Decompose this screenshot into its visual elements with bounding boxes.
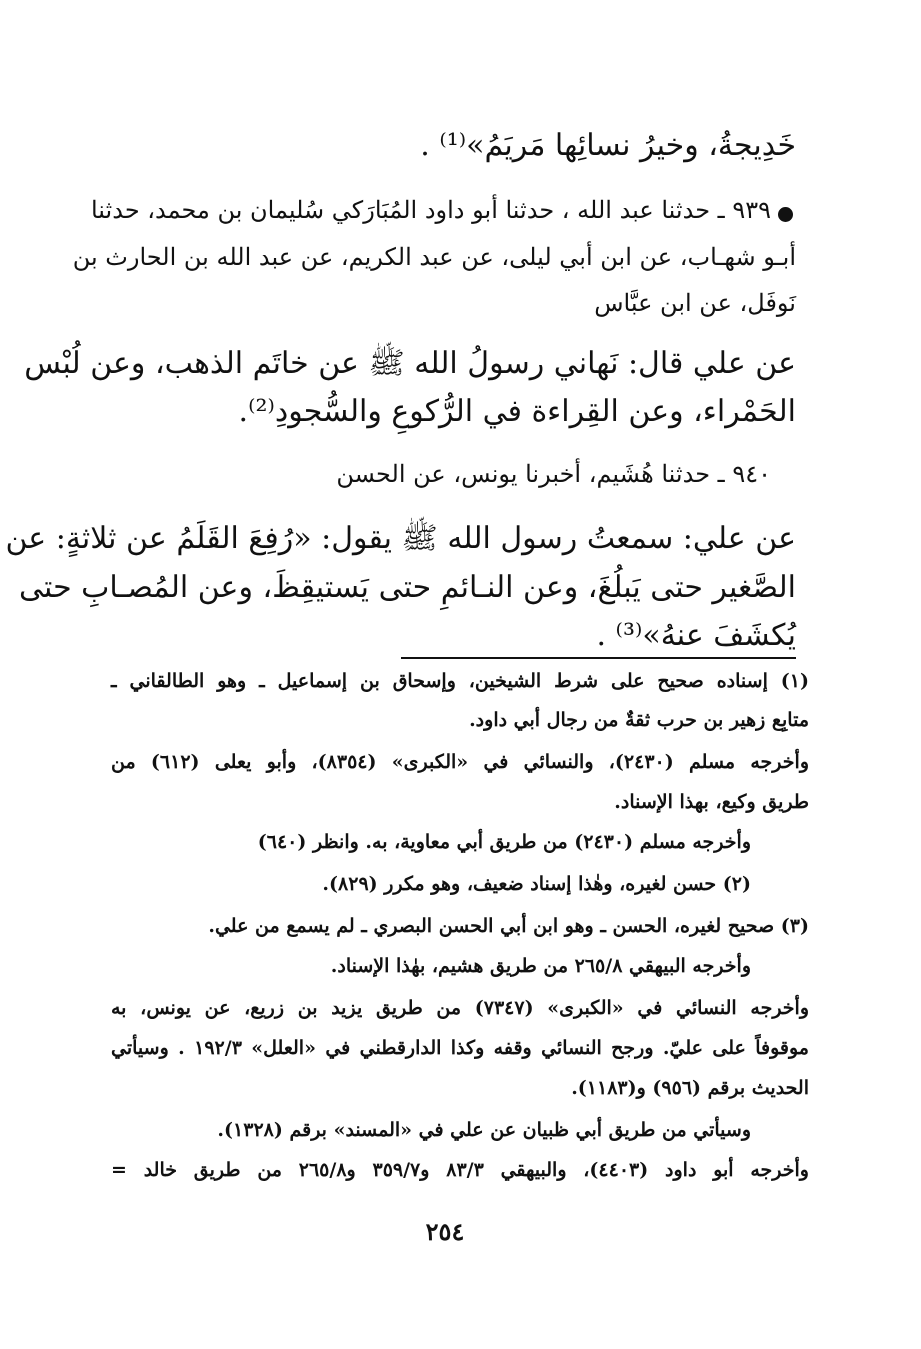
hadith-939-matn-1: عن علي قال: نَهاني رسولُ الله ﷺ عن خاتَم الذهب، وعن لُبْس [24,346,796,381]
hadith-939-line-3: نَوفَل، عن ابن عبَّاس [594,289,796,317]
hadith-940-matn-3: يُكشَفَ عنهُ»⁽³⁾ . [596,618,796,653]
footnote-2: (٢) حسن لغيره، وهٰذا إسناد ضعيف، وهو مكرر (٨٢٩). [322,873,751,895]
footnote-3-line-6: وسيأتي من طريق أبي ظبيان عن علي في «المسند» برقم (١٣٢٨). [217,1119,751,1141]
footnote-3-line-5: الحديث برقم (٩٥٦) و(١١٨٣). [571,1077,809,1099]
footnote-1-line-5: وأخرجه مسلم (٢٤٣٠) من طريق أبي معاوية، به. وانظر (٦٤٠) [257,831,751,853]
footnote-3-line-2: وأخرجه البيهقي ٢٦٥/٨ من طريق هشيم، بهٰذا الإسناد. [330,955,751,977]
footnote-3-line-4: موقوفاً على عليّ. ورجح النسائي وقفه وكذا الدارقطني في «العلل» ١٩٢/٣ . وسيأتي [111,1037,809,1059]
footnote-1-line-4: طريق وكيع، بهذا الإسناد. [614,791,809,813]
footnote-1-line-3: وأخرجه مسلم (٢٤٣٠)، والنسائي في «الكبرى» (٨٣٥٤)، وأبو يعلى (٦١٢) من [111,751,809,773]
footnote-3-line-7: وأخرجه أبو داود (٤٤٠٣)، والبيهقي ٨٣/٣ و٣٥٩/٧ و٢٦٥/٨ من طريق خالد = [111,1159,809,1181]
hadith-940-matn-1: عن علي: سمعتُ رسول الله ﷺ يقول: «رُفِعَ القَلَمُ عن ثلاثةٍ: عن [5,521,796,556]
hadith-939-matn-2: الحَمْراء، وعن القِراءة في الرُّكوعِ والسُّجودِ⁽²⁾. [238,394,796,429]
footnote-3-line-3: وأخرجه النسائي في «الكبرى» (٧٣٤٧) من طريق يزيد بن زريع، عن يونس، به [111,997,810,1019]
opening-line: خَدِيجةُ، وخيرُ نسائِها مَريَمُ»⁽¹⁾ . [420,128,796,163]
footnote-separator [401,657,796,659]
footnote-1-line-1: (١) إسناده صحيح على شرط الشيخين، وإسحاق بن إسماعيل ـ وهو الطالقاني ـ [111,670,809,692]
page-number: ٢٥٤ [425,1217,465,1246]
hadith-940-line-1: ٩٤٠ ـ حدثنا هُشَيم، أخبرنا يونس، عن الحسن [336,460,771,488]
hadith-940-matn-2: الصَّغير حتى يَبلُغَ، وعن النـائمِ حتى يَستيقِظَ، وعن المُصـابِ حتى [19,570,796,605]
hadith-marker-icon [778,207,793,222]
hadith-939-line-2: أبـو شهـاب، عن ابن أبي ليلى، عن عبد الكريم، عن عبد الله بن الحارث بن [72,243,796,271]
hadith-939-line-1: ٩٣٩ ـ حدثنا عبد الله ، حدثنا أبو داود المُبَارَكي سُليمان بن محمد، حدثنا [90,196,771,224]
footnote-1-line-2: متابِع زهير بن حرب ثقةٌ من رجال أبي داود. [469,709,809,731]
footnote-3-line-1: (٣) صحيح لغيره، الحسن ـ وهو ابن أبي الحسن البصري ـ لم يسمع من علي. [208,915,809,937]
